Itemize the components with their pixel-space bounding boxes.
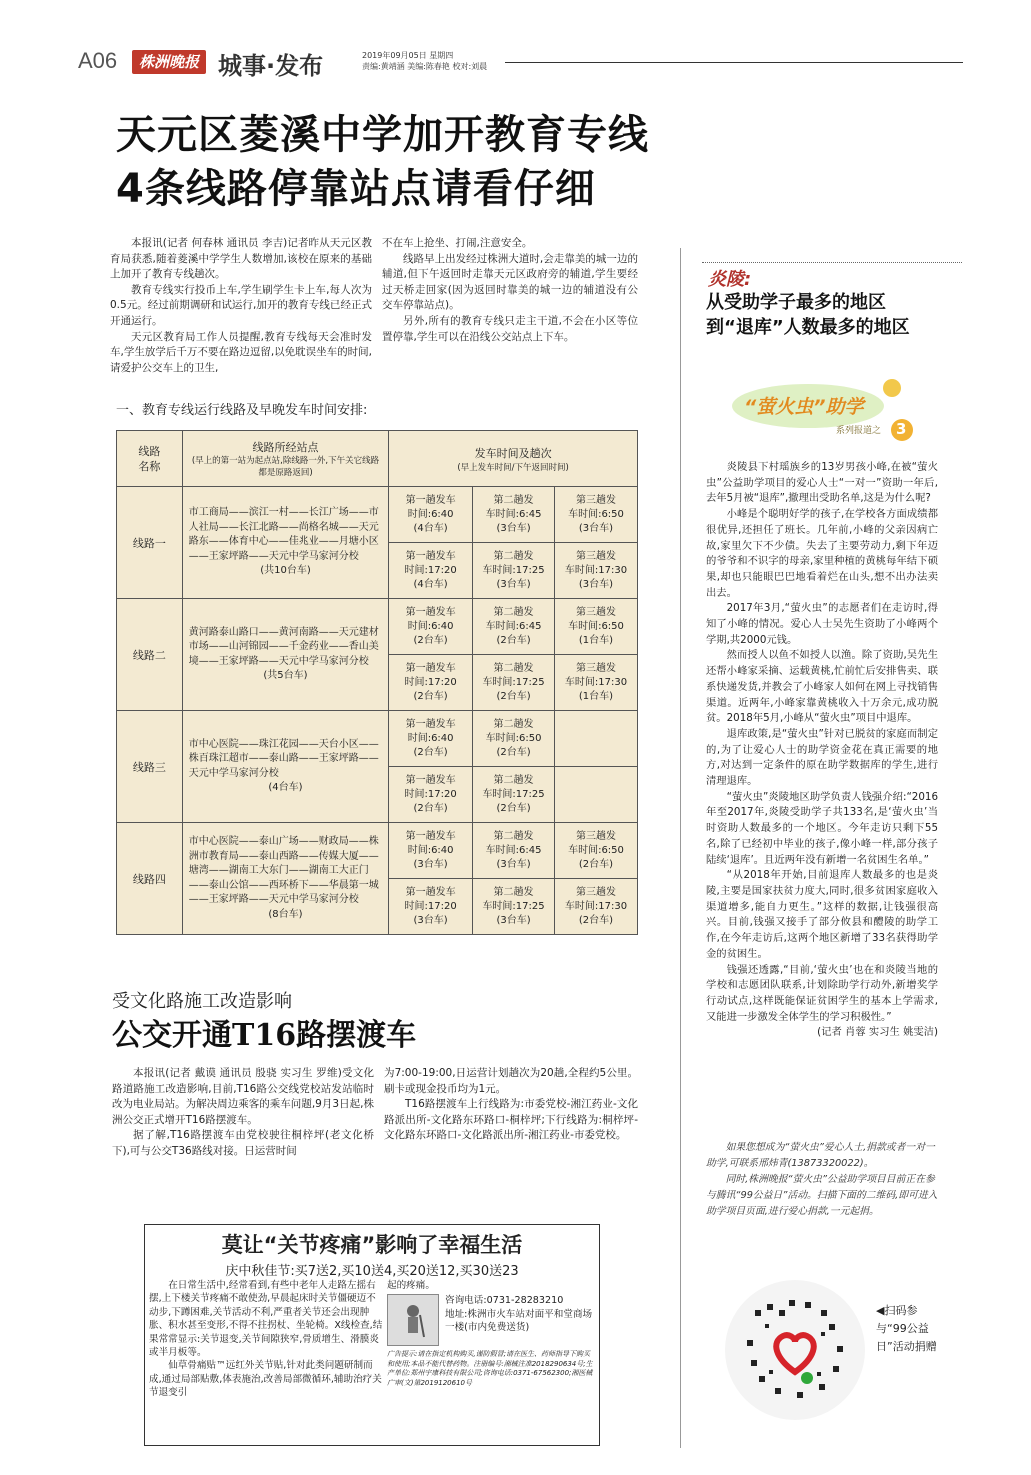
bus-count: (1台车) (578, 690, 614, 702)
table-header-row (117, 431, 638, 487)
time-value: 时间:17:20 (404, 788, 457, 800)
header-stops-title: 线路所经站点 (252, 440, 319, 454)
qr-caption: ◀扫码参与“99公益日”活动捐赠 (876, 1304, 937, 1353)
series-number: 3 (896, 420, 907, 438)
time-cell (473, 487, 555, 543)
time-value: 车时间:6:50 (568, 620, 624, 632)
time-value: 时间:17:20 (404, 564, 457, 576)
time-cell (389, 543, 473, 599)
bus-count: (4台车) (413, 578, 448, 590)
bus-kicker: 受文化路施工改造影响 (112, 991, 292, 1012)
side-headline-line-1: 从受助学子最多的地区 (706, 292, 886, 313)
note-paragraph: 如果您想成为“萤火虫”爱心人士,捐款或者一对一助学,可联系邢炜青(13873320022)。 (706, 1142, 935, 1169)
time-value: 车时间:6:50 (485, 732, 542, 744)
paragraph: 为7:00-19:00,日运营计划趟次为20趟,全程约5公里。刷卡或现金投币均为1元。 (384, 1067, 638, 1095)
bus-count: (2台车) (413, 690, 448, 702)
bus-count: (3台车) (578, 578, 614, 590)
time-value: 时间:6:40 (407, 508, 454, 520)
paragraph: 退库政策,是“萤火虫”针对已脱贫的家庭而制定的,为了让爱心人士的助学资金花在真正需要的地方,对达到一定条件的原在助学数据库的学生,进行清理退库。 (706, 727, 938, 788)
ad-body-left (149, 1279, 385, 1400)
time-cell (555, 823, 638, 879)
time-label: 第三趟发 (576, 550, 616, 562)
paragraph: 小峰是个聪明好学的孩子,在学校各方面成绩都很优异,还担任了班长。几年前,小峰的父亲因病亡故,家里欠下不少债。失去了主要劳动力,剩下年迈的爷爷和不识字的母亲,家里种植的黄桃每年结下硕果,却也只能眼巴巴地看着烂在山头,想不出办法卖出去。 (706, 508, 938, 599)
byline: (记者 肖蓉 实习生 姚雯洁) (817, 1026, 938, 1039)
time-value: 车时间:17:30 (564, 900, 628, 912)
bus-count: (4台车) (413, 522, 448, 534)
bus-count: (2台车) (496, 690, 531, 702)
ad-fine-print: 广告提示:请在指定机构购买,谨防假冒;请在医生、药师指导下购买和使用;本品不能代替药物。注册编号:湘械注准2018290634号;生产单位:郑州宇康科技有限公司;咨询电话:0371-67562300;湘医械广审(文)第2019120610号 (387, 1350, 593, 1387)
time-label: 第一趟发车 (405, 494, 456, 506)
time-cell (473, 767, 555, 823)
qr-code[interactable] (725, 1280, 865, 1420)
time-label: 第三趟发 (576, 886, 616, 898)
time-cell (389, 487, 473, 543)
route-stops (182, 487, 388, 599)
header-times (389, 431, 638, 487)
paragraph: 教育专线实行投币上车,学生刷学生卡上车,每人次为0.5元。经过前期调研和试运行,加开的教育专线已经正式开通运行。 (110, 283, 372, 327)
time-cell (555, 655, 638, 711)
bus-count: (2台车) (496, 746, 531, 758)
ad-paragraph: 在日常生活中,经常看到,有些中老年人走路左摇右摆,上下楼关节疼痛不敢使劲,早晨起床时关节僵硬迈不动步,下蹲困难,关节活动不利,严重者关节还会出现肿胀、积水甚至变形,不得不拄拐杖、坐轮椅。X线检查,结果常常显示:关节退变,关节间隙狭窄,骨质增生、滑膜炎或半月板等。 (149, 1280, 383, 1359)
ad-paragraph: 仙草骨痛贴™远红外关节贴,针对此类问题研制而成,通过局部贴敷,体表施治,改善局部微循环,辅助治疗关节退变引 (149, 1360, 382, 1399)
time-cell (473, 543, 555, 599)
time-value: 车时间:6:45 (485, 620, 542, 632)
paragraph: 据了解,T16路摆渡车由党校驶往桐梓坪(老文化桥下),可与公交T36路线对接。日运营时间 (112, 1129, 374, 1157)
time-label: 第二趟发 (493, 550, 534, 562)
ad-paragraph: 起的疼痛。 (387, 1280, 435, 1291)
time-label: 第二趟发 (493, 662, 534, 674)
bus-count: (2台车) (496, 802, 531, 814)
time-label: 第二趟发 (493, 606, 534, 618)
time-cell (473, 711, 555, 767)
time-cell (389, 655, 473, 711)
header-stops (182, 431, 388, 487)
main-headline (116, 108, 649, 216)
ad-body-right (387, 1279, 593, 1388)
empty-cell (555, 767, 638, 823)
route-name: 线路三 (117, 711, 183, 823)
column-divider (680, 248, 681, 1448)
section-title: 城事·发布 (218, 52, 324, 80)
bus-count: (3台车) (496, 858, 531, 870)
bus-article-col2 (384, 1066, 638, 1144)
route-stops (182, 599, 388, 711)
time-value: 车时间:17:25 (482, 788, 545, 800)
header-times-note: (早上发车时间/下午返回时间) (457, 462, 569, 473)
table-row (117, 487, 638, 543)
paragraph: T16路摆渡车上行线路为:市委党校-湘江药业-文化路派出所-文化路东环路口-桐梓坪;下行线路为:桐梓坪-文化路东环路口-文化路派出所-湘江药业-市委党校。 (384, 1098, 638, 1142)
side-kicker: 炎陵: (708, 269, 752, 290)
time-cell (389, 599, 473, 655)
header-stops-note: (早上的第一站为起点站,除线路一外,下午关它线路都是原路返回) (191, 455, 380, 478)
time-label: 第三趟发 (576, 494, 616, 506)
ad-phone: 咨询电话:0731-28283210 (445, 1295, 564, 1307)
time-value: 时间:17:20 (404, 676, 457, 688)
route-total: (4台车) (268, 782, 303, 793)
route-stops-text: 市工商局——滨江一村——长江广场——市人社局——长江北路——尚格名城——天元路东——体育中心——佳兆业——月塘小区——王家坪路——天元中学马家河分校 (188, 507, 379, 562)
side-headline (706, 290, 910, 340)
route-stops (182, 823, 388, 935)
time-value: 车时间:6:45 (485, 508, 542, 520)
time-value: 车时间:6:50 (568, 844, 624, 856)
product-image (387, 1294, 439, 1346)
bus-headline: 公交开通T16路摆渡车 (112, 1018, 417, 1053)
advertisement (144, 1224, 600, 1446)
ad-address: 地址:株洲市火车站对面平和堂商场一楼(市内免费送货) (445, 1308, 593, 1334)
time-cell (389, 767, 473, 823)
time-cell (555, 879, 638, 935)
route-total: (共10台车) (260, 565, 311, 577)
time-label: 第二趟发 (493, 718, 534, 730)
table-row (117, 599, 638, 655)
time-value: 车时间:17:30 (564, 676, 628, 688)
bus-count: (2台车) (578, 914, 614, 926)
note-paragraph: 同时,株洲晚报“萤火虫”公益助学项目目前正在参与腾讯“99公益日”活动。扫描下面的二维码,即可进入助学项目页面,进行爱心捐款,一元起捐。 (706, 1174, 938, 1217)
time-cell (555, 599, 638, 655)
bus-count: (2台车) (413, 802, 448, 814)
bus-count: (2台车) (496, 634, 531, 646)
time-value: 车时间:17:25 (482, 900, 545, 912)
paragraph: 钱强还透露,“目前,‘萤火虫’也在和炎陵当地的学校和志愿团队联系,计划除助学行动外,新增奖学行动试点,这样既能保证贫困学生的基本上学需求,又能进一步激发全体学生的学习积极性。” (706, 963, 938, 1023)
time-label: 第三趟发 (576, 662, 616, 674)
time-value: 车时间:6:45 (485, 844, 542, 856)
time-label: 第二趟发 (493, 494, 534, 506)
time-cell (473, 599, 555, 655)
route-total: (共5台车) (263, 670, 308, 681)
editors-text: 责编:黄靖涵 美编:陈春艳 校对:刘晨 (362, 62, 488, 71)
paragraph: “从2018年开始,目前退库人数最多的也是炎陵,主要是国家扶贫力度大,同时,很多贫困家庭收入渠道增多,能自力更生。”这样的数据,让钱强很高兴。目前,钱强又接手了部分攸县和醴陵的助学工作,在今年走访后,这两个地区新增了33名获得助学金的贫困生。 (706, 869, 938, 960)
main-article-col2 (382, 236, 638, 345)
time-label: 第一趟发车 (405, 830, 456, 842)
empty-cell (555, 711, 638, 767)
time-label: 第三趟发 (576, 606, 616, 618)
page-number: A06 (78, 48, 118, 73)
firefly-logo (726, 370, 926, 446)
time-label: 第一趟发车 (405, 718, 456, 730)
paragraph: 天元区教育局工作人员提醒,教育专线每天会准时发车,学生放学后千万不要在路边逗留,以免耽误坐车的时间,请爱护公交车上的卫生, (110, 330, 373, 374)
time-cell (473, 655, 555, 711)
paragraph: 本报讯(记者 何春林 通讯员 李吉)记者昨从天元区教育局获悉,随着菱溪中学学生人数增加,该校在原来的基础上加开了教育专线趟次。 (110, 237, 372, 281)
route-name: 线路二 (117, 599, 183, 711)
route-stops-text: 黄河路泰山路口——黄河南路——天元建材市场——山河锦园——千金药业——香山美境——王家坪路——天元中学马家河分校 (188, 626, 379, 667)
paragraph: “萤火虫”炎陵地区助学负责人钱强介绍:“2016年至2017年,炎陵受助学子共133名,是‘萤火虫’当时资助人数最多的一个地区。今年走访只剩下55名,除了已经初中毕业的孩子,像小峰一样,部分孩子陆续‘退库’。且近两年没有新增一名贫困生名单。” (706, 790, 938, 866)
paragraph: 不在车上抢坐、打闹,注意安全。 (382, 237, 533, 249)
ad-promo: 庆中秋佳节:买7送2,买10送4,买20送12,买30送23 (225, 1264, 519, 1279)
sidebar-rule (702, 262, 962, 263)
route-name: 线路一 (117, 487, 183, 599)
paragraph: 线路早上出发经过株洲大道时,会走靠美的城一边的辅道,但下午返回时走靠天元区政府旁的辅道,学生要经过天桥走回家(因为返回时靠美的城一边的辅道没有公交车停靠站点)。 (382, 252, 638, 312)
route-stops-text: 市中心医院——珠江花园——天台小区——株百珠江超市——泰山路——王家坪路——天元中学马家河分校 (188, 738, 379, 779)
bus-count: (2台车) (578, 858, 614, 870)
time-label: 第一趟发车 (405, 886, 456, 898)
time-value: 时间:6:40 (407, 844, 454, 856)
paragraph: 2017年3月,“萤火虫”的志愿者们在走访时,得知了小峰的情况。爱心人士吴先生资助了小峰两个学期,共2000元钱。 (706, 602, 938, 646)
time-value: 时间:17:20 (404, 900, 457, 912)
time-cell (389, 879, 473, 935)
time-label: 第一趟发车 (405, 774, 456, 786)
time-value: 车时间:17:25 (482, 564, 545, 576)
bus-count: (3台车) (496, 914, 531, 926)
time-label: 第二趟发 (493, 774, 534, 786)
headline-line-2: 4条线路停靠站点请看仔细 (116, 166, 596, 212)
time-cell (555, 543, 638, 599)
route-name: 线路四 (117, 823, 183, 935)
headline-line-1: 天元区菱溪中学加开教育专线 (116, 112, 649, 158)
schedule-table (116, 430, 638, 935)
table-row (117, 711, 638, 767)
bus-count: (3台车) (496, 522, 531, 534)
bus-count: (3台车) (578, 522, 614, 534)
bus-count: (1台车) (578, 634, 614, 646)
time-cell (555, 487, 638, 543)
time-cell (389, 823, 473, 879)
time-cell (473, 879, 555, 935)
bus-count: (2台车) (413, 746, 448, 758)
date-line (362, 50, 487, 72)
time-value: 时间:6:40 (407, 620, 454, 632)
time-value: 车时间:17:30 (564, 564, 628, 576)
table-row (117, 823, 638, 879)
logo-text: “萤火虫”助学 (744, 396, 864, 418)
time-value: 车时间:17:25 (482, 676, 545, 688)
route-stops (182, 711, 388, 823)
time-label: 第二趟发 (493, 830, 534, 842)
side-headline-line-2: 到“退库”人数最多的地区 (706, 317, 910, 338)
paragraph: 另外,所有的教育专线只走主干道,不会在小区等位置停靠,学生可以在沿线公交站点上下车。 (382, 314, 638, 343)
route-stops-text: 市中心医院——泰山广场——财政局——株洲市教育局——泰山西路——传媒大厦——塘湾——湖南工大东门——湖南工大正门——泰山公馆——西环桥下——华晨第一城——王家坪路——天元中学马家河分校 (188, 836, 379, 905)
date-text: 2019年09月05日 星期四 (362, 51, 454, 60)
bus-count: (3台车) (496, 578, 531, 590)
time-value: 时间:6:40 (407, 732, 454, 744)
side-notes (706, 1140, 938, 1220)
bus-count: (3台车) (413, 914, 448, 926)
paragraph: 然而授人以鱼不如授人以渔。除了资助,吴先生还帮小峰家采摘、运载黄桃,忙前忙后安排售卖、联系快递发货,并教会了小峰家人如何在网上寻找销售渠道。近两年,小峰家靠黄桃收入十万余元,成功脱贫。2018年5月,小峰从“萤火虫”项目中退库。 (706, 649, 938, 725)
time-label: 第二趟发 (493, 886, 534, 898)
paragraph: 炎陵县下村瑶族乡的13岁男孩小峰,在被“萤火虫”公益助学项目的爱心人士“一对一”资助一年后,去年5月被“退库”,撤理出受助名单,这是为什么呢? (706, 461, 938, 505)
bus-count: (3台车) (413, 858, 448, 870)
time-label: 第一趟发车 (405, 662, 456, 674)
qr-code-icon (725, 1280, 865, 1420)
side-article-body (706, 460, 938, 1041)
table-caption: 一、教育专线运行线路及早晚发车时间安排: (116, 403, 368, 418)
route-total: (8台车) (268, 908, 303, 920)
bus-article-col1 (112, 1066, 374, 1160)
header-rule (505, 62, 963, 63)
header-times-title: 发车时间及趟次 (474, 446, 552, 460)
paragraph: 本报讯(记者 戴谟 通讯员 殷骁 实习生 罗维)受文化路道路施工改造影响,目前,T16路公交线党校站发站临时改为电业局站。为解决周边乘客的乘车问题,9月3日起,株洲公交正式增开T16路摆渡车。 (112, 1067, 374, 1126)
time-label: 第三趟发 (576, 830, 616, 842)
ad-headline: 莫让“关节疼痛”影响了幸福生活 (221, 1233, 523, 1257)
series-text: 系列报道之 (836, 426, 882, 436)
time-label: 第一趟发车 (405, 550, 456, 562)
main-article-col1 (110, 236, 372, 376)
paper-logo: 株洲晚报 (132, 50, 206, 74)
header-route-name: 线路 名称 (117, 431, 183, 487)
time-value: 车时间:6:50 (568, 508, 624, 520)
time-label: 第一趟发车 (405, 606, 456, 618)
time-cell (473, 823, 555, 879)
bus-count: (2台车) (413, 634, 448, 646)
time-cell (389, 711, 473, 767)
